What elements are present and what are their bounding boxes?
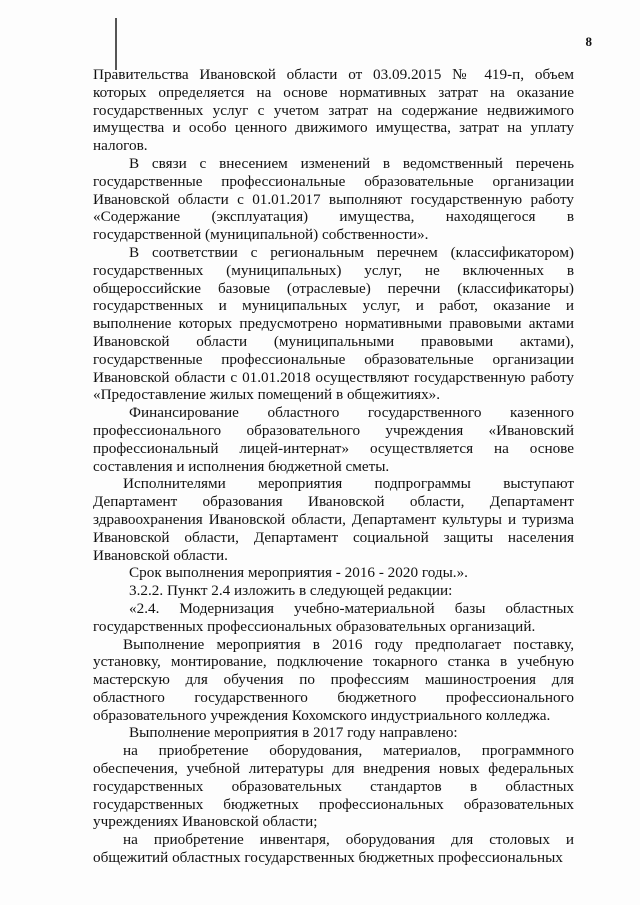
paragraph: «2.4. Модернизация учебно-материальной базы областных государственных профессиональных образовательных организаций. <box>93 599 574 635</box>
scan-margin-line <box>115 18 117 70</box>
page-number: 8 <box>585 34 592 49</box>
paragraph: Выполнение мероприятия в 2017 году направлено: <box>129 724 458 742</box>
paragraph: на приобретение инвентаря, оборудования для столовых и общежитий областных государственных бюджетных профессиональных <box>93 831 574 867</box>
paragraph: на приобретение оборудования, материалов, программного обеспечения, учебной литературы для внедрения новых федеральных государственных образовательных стандартов в областных государственных бюджетных профессиональных образовательных учреждениях Ивановской области; <box>93 742 574 831</box>
paragraph: В соответствии с региональным перечнем (классификатором) государственных (муниципальных) услуг, не включенных в общероссийские базовые (отраслевые) перечни (классификаторы) государственных и муниципальных услуг, и работ, оказание и выполнение которых предусмотрено нормативными правовыми актами Ивановской области (муниципальными правовыми актами), государственные профессиональные образовательные организации Ивановской области с 01.01.2018 осуществляют государственную работу «Предоставление жилых помещений в общежитиях». <box>93 243 574 404</box>
paragraph: В связи с внесением изменений в ведомственный перечень государственные профессиональные образовательные организации Ивановской области с 01.01.2017 выполняют государственную работу «Содержание (эксплуатация) имущества, находящегося в государственной (муниципальной) собственности». <box>93 154 574 244</box>
paragraph: 3.2.2. Пункт 2.4 изложить в следующей редакции: <box>129 582 453 600</box>
paragraph: Финансирование областного государственного казенного профессионального образовательного учреждения «Ивановский профессиональный лицей-интернат» осуществляется на основе составления и исполнения бюджетной сметы. <box>93 404 574 475</box>
paragraph: Правительства Ивановской области от 03.09.2015 № 419-п, объем которых определяется на основе нормативных затрат на оказание государственных услуг с учетом затрат на содержание недвижимого имущества и особо ценного движимого имущества, затрат на уплату налогов. <box>93 66 574 155</box>
body-text <box>93 66 574 867</box>
paragraph: Выполнение мероприятия в 2016 году предполагает поставку, установку, монтирование, подключение токарного станка в учебную мастерскую для обучения по профессиям машиностроения для областного государственного бюджетного профессионального образовательного учреждения Кохомского индустриального колледжа. <box>93 635 574 724</box>
paragraph: Срок выполнения мероприятия - 2016 - 2020 годы.». <box>129 564 468 582</box>
paragraph: Исполнителями мероприятия подпрограммы выступают Департамент образования Ивановской области, Департамент здравоохранения Ивановской области, Департамент культуры и туризма Ивановской области, Департамент социальной защиты населения Ивановской области. <box>93 475 574 564</box>
